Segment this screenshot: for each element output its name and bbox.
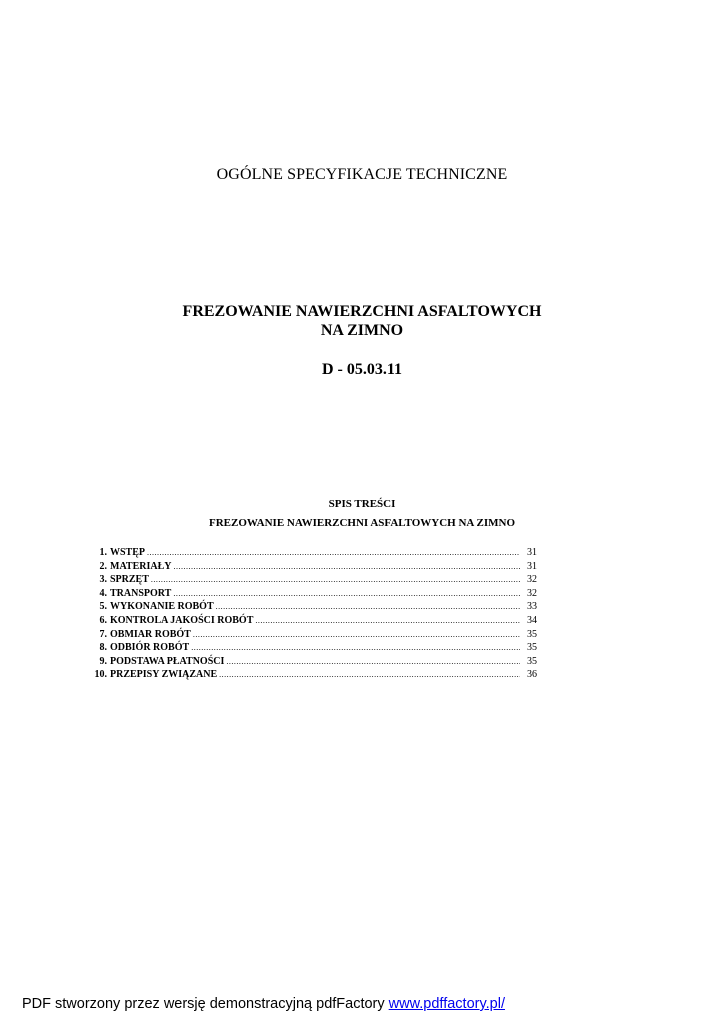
toc-entry-4[interactable]	[90, 587, 537, 601]
toc-subheading: FREZOWANIE NAWIERZCHNI ASFALTOWYCH NA ZIMNO	[208, 517, 516, 529]
toc-entry-8[interactable]	[90, 641, 537, 655]
toc-leader-dots	[226, 655, 520, 669]
toc-entry-7[interactable]	[90, 628, 537, 642]
toc-leader-dots	[193, 628, 520, 642]
toc-entry-label: SPRZĘT	[110, 574, 149, 586]
toc-entry-page: 36	[527, 669, 537, 681]
toc-entry-page: 32	[527, 587, 537, 599]
toc-entry-label: ODBIÓR ROBÓT	[110, 642, 190, 654]
toc-entry-page: 35	[527, 642, 537, 654]
toc-entry-page: 31	[527, 547, 537, 558]
toc-entry-label: WYKONANIE ROBÓT	[110, 601, 214, 613]
toc-entry-number: 9.	[99, 655, 107, 667]
toc-entry-number: 2.	[99, 560, 107, 572]
toc-leader-dots	[173, 560, 520, 574]
toc-entry-page: 31	[527, 560, 537, 572]
toc-leader-dots	[173, 587, 520, 601]
pdf-factory-footer	[22, 996, 505, 1012]
toc-entry-label: MATERIAŁY	[110, 560, 172, 572]
toc-leader-dots	[191, 641, 520, 655]
toc-entry-label: PODSTAWA PŁATNOŚCI	[110, 655, 225, 667]
table-of-contents	[90, 546, 537, 682]
toc-leader-dots	[147, 546, 520, 560]
toc-entry-number: 5.	[99, 601, 107, 613]
toc-entry-label: OBMIAR ROBÓT	[110, 628, 191, 640]
toc-entry-number: 10.	[94, 669, 107, 681]
toc-entry-1[interactable]	[90, 546, 537, 560]
toc-entry-number: 6.	[99, 614, 107, 626]
document-code: D - 05.03.11	[322, 361, 402, 378]
toc-leader-dots	[216, 600, 520, 614]
toc-leader-dots	[151, 573, 520, 587]
toc-entry-label: WSTĘP	[110, 547, 146, 558]
toc-entry-9[interactable]	[90, 655, 537, 669]
toc-leader-dots	[255, 614, 520, 628]
toc-entry-number: 3.	[99, 574, 107, 586]
toc-entry-2[interactable]	[90, 560, 537, 574]
toc-entry-label: KONTROLA JAKOŚCI ROBÓT	[110, 614, 254, 626]
toc-entry-10[interactable]	[90, 668, 537, 682]
toc-entry-page: 34	[527, 614, 537, 626]
footer-text: PDF stworzony przez wersję demonstracyjną pdfFactory	[22, 996, 389, 1012]
toc-entry-number: 1.	[99, 547, 107, 558]
toc-entry-number: 8.	[99, 642, 107, 654]
document-title-line2: NA ZIMNO	[320, 322, 404, 339]
toc-leader-dots	[219, 668, 520, 682]
toc-entry-number: 4.	[99, 587, 107, 599]
toc-entry-6[interactable]	[90, 614, 537, 628]
footer-link[interactable]: www.pdffactory.pl/	[388, 996, 505, 1012]
toc-entry-label: TRANSPORT	[110, 587, 172, 599]
toc-heading: SPIS TREŚCI	[328, 498, 396, 510]
toc-entry-number: 7.	[99, 628, 107, 640]
document-title-line1: FREZOWANIE NAWIERZCHNI ASFALTOWYCH	[182, 303, 542, 320]
document-subtitle: OGÓLNE SPECYFIKACJE TECHNICZNE	[216, 166, 508, 183]
toc-entry-page: 32	[527, 574, 537, 586]
toc-entry-page: 35	[527, 628, 537, 640]
toc-entry-3[interactable]	[90, 573, 537, 587]
toc-entry-page: 35	[527, 655, 537, 667]
toc-entry-label: PRZEPISY ZWIĄZANE	[110, 669, 218, 681]
toc-entry-5[interactable]	[90, 600, 537, 614]
toc-entry-page: 33	[527, 601, 537, 613]
